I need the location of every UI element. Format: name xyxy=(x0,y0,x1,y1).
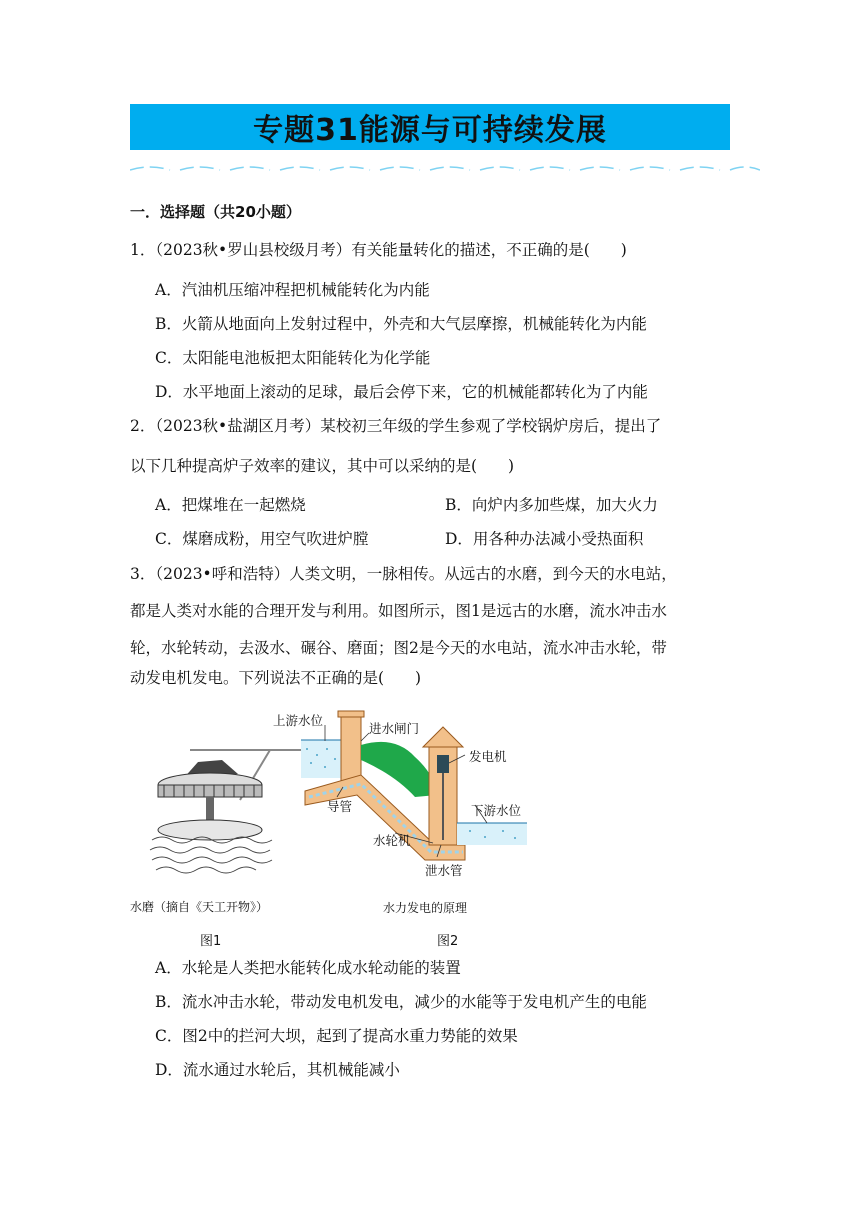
question-3-stem-line-1: 3．（2023•呼和浩特）人类文明，一脉相传。从远古的水磨，到今天的水电站， xyxy=(130,565,677,583)
callout-penstock: 导管 xyxy=(327,799,353,814)
figure-2-hydropower-diagram xyxy=(265,705,545,950)
section-heading: 一．选择题（共20小题） xyxy=(130,203,301,221)
callout-downstream-level: 下游水位 xyxy=(471,803,522,818)
figure-1-label: 图1 xyxy=(200,934,222,949)
callout-tailrace: 泄水管 xyxy=(425,863,463,878)
question-1-option-d[interactable]: D．水平地面上滚动的足球，最后会停下来，它的机械能都转化为了内能 xyxy=(155,383,648,401)
question-2-option-d[interactable]: D．用各种办法减小受热面积 xyxy=(445,530,644,548)
page-title: 专题31能源与可持续发展 xyxy=(253,113,607,148)
callout-upstream-level: 上游水位 xyxy=(273,713,324,728)
question-3-stem-line-3: 轮，水轮转动，去汲水、碾谷、磨面；图2是今天的水电站，流水冲击水轮，带 xyxy=(130,639,667,657)
question-2-option-c[interactable]: C．煤磨成粉，用空气吹进炉膛 xyxy=(155,530,369,548)
question-3-stem-line-4: 动发电机发电。下列说法不正确的是( ) xyxy=(130,669,422,687)
figure-1-caption: 水磨（摘自《天工开物》） xyxy=(130,900,269,914)
callout-generator: 发电机 xyxy=(469,749,507,764)
question-3-option-a[interactable]: A．水轮是人类把水能转化成水轮动能的装置 xyxy=(155,959,461,977)
figure-2-caption: 水力发电的原理 xyxy=(383,901,468,915)
question-2-option-a[interactable]: A．把煤堆在一起燃烧 xyxy=(155,496,306,514)
question-1-option-a[interactable]: A．汽油机压缩冲程把机械能转化为内能 xyxy=(155,281,430,299)
callout-turbine: 水轮机 xyxy=(373,833,411,848)
question-2-option-b[interactable]: B．向炉内多加些煤，加大火力 xyxy=(445,496,658,514)
question-2-stem-line-1: 2．（2023秋•盐湖区月考）某校初三年级的学生参观了学校锅炉房后，提出了 xyxy=(130,417,662,435)
wave-divider xyxy=(130,160,760,178)
question-3-stem-line-2: 都是人类对水能的合理开发与利用。如图所示，图1是远古的水磨，流水冲击水 xyxy=(130,602,667,620)
question-1-stem: 1．（2023秋•罗山县校级月考）有关能量转化的描述，不正确的是( ) xyxy=(130,241,627,259)
figure-2-label: 图2 xyxy=(437,934,459,949)
question-1-option-b[interactable]: B．火箭从地面向上发射过程中，外壳和大气层摩擦，机械能转化为内能 xyxy=(155,315,647,333)
question-3-option-c[interactable]: C．图2中的拦河大坝，起到了提高水重力势能的效果 xyxy=(155,1027,518,1045)
callout-intake-gate: 进水闸门 xyxy=(369,721,420,736)
question-3-option-b[interactable]: B．流水冲击水轮，带动发电机发电，减少的水能等于发电机产生的电能 xyxy=(155,993,647,1011)
title-banner xyxy=(130,104,730,150)
question-3-option-d[interactable]: D．流水通过水轮后，其机械能减小 xyxy=(155,1061,400,1079)
question-2-stem-line-2: 以下几种提高炉子效率的建议，其中可以采纳的是( ) xyxy=(130,457,515,475)
question-1-option-c[interactable]: C．太阳能电池板把太阳能转化为化学能 xyxy=(155,349,431,367)
